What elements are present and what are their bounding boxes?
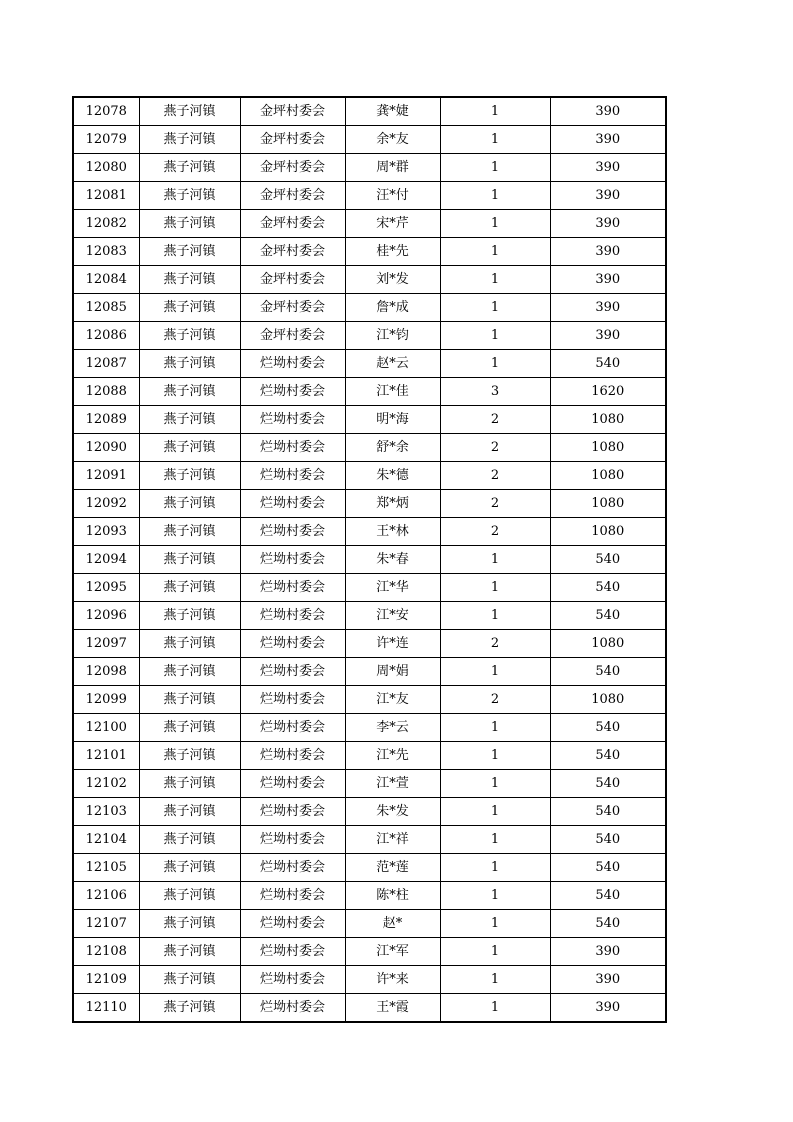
table-row xyxy=(73,434,666,462)
town-cell: 燕子河镇 xyxy=(139,322,240,350)
village-cell: 金坪村委会 xyxy=(240,182,345,210)
town-cell: 燕子河镇 xyxy=(139,490,240,518)
row-number-cell: 12078 xyxy=(73,97,139,126)
table-row xyxy=(73,462,666,490)
household-count-cell: 1 xyxy=(440,742,550,770)
row-number-cell: 12080 xyxy=(73,154,139,182)
household-count-cell: 1 xyxy=(440,294,550,322)
table-row xyxy=(73,994,666,1023)
town-cell: 燕子河镇 xyxy=(139,882,240,910)
name-cell: 江*安 xyxy=(345,602,440,630)
row-number-cell: 12096 xyxy=(73,602,139,630)
table-row xyxy=(73,546,666,574)
table-row xyxy=(73,658,666,686)
town-cell: 燕子河镇 xyxy=(139,574,240,602)
household-count-cell: 1 xyxy=(440,350,550,378)
row-number-cell: 12088 xyxy=(73,378,139,406)
name-cell: 朱*春 xyxy=(345,546,440,574)
village-cell: 烂坳村委会 xyxy=(240,546,345,574)
table-row xyxy=(73,518,666,546)
town-cell: 燕子河镇 xyxy=(139,966,240,994)
village-cell: 烂坳村委会 xyxy=(240,994,345,1023)
village-cell: 烂坳村委会 xyxy=(240,406,345,434)
row-number-cell: 12101 xyxy=(73,742,139,770)
table-row xyxy=(73,602,666,630)
village-cell: 烂坳村委会 xyxy=(240,938,345,966)
household-count-cell: 1 xyxy=(440,154,550,182)
amount-cell: 1080 xyxy=(550,434,666,462)
household-count-cell: 1 xyxy=(440,266,550,294)
amount-cell: 540 xyxy=(550,742,666,770)
name-cell: 江*萱 xyxy=(345,770,440,798)
household-count-cell: 1 xyxy=(440,602,550,630)
name-cell: 龚*婕 xyxy=(345,97,440,126)
village-cell: 烂坳村委会 xyxy=(240,714,345,742)
amount-cell: 1080 xyxy=(550,490,666,518)
town-cell: 燕子河镇 xyxy=(139,910,240,938)
town-cell: 燕子河镇 xyxy=(139,602,240,630)
town-cell: 燕子河镇 xyxy=(139,546,240,574)
household-count-cell: 1 xyxy=(440,238,550,266)
amount-cell: 540 xyxy=(550,910,666,938)
amount-cell: 390 xyxy=(550,266,666,294)
amount-cell: 1080 xyxy=(550,462,666,490)
town-cell: 燕子河镇 xyxy=(139,742,240,770)
household-count-cell: 1 xyxy=(440,658,550,686)
village-cell: 烂坳村委会 xyxy=(240,770,345,798)
household-count-cell: 1 xyxy=(440,966,550,994)
name-cell: 范*莲 xyxy=(345,854,440,882)
village-cell: 烂坳村委会 xyxy=(240,434,345,462)
household-count-cell: 2 xyxy=(440,490,550,518)
household-count-cell: 1 xyxy=(440,714,550,742)
town-cell: 燕子河镇 xyxy=(139,658,240,686)
table-body xyxy=(73,97,666,1022)
row-number-cell: 12095 xyxy=(73,574,139,602)
village-cell: 烂坳村委会 xyxy=(240,462,345,490)
village-cell: 烂坳村委会 xyxy=(240,686,345,714)
name-cell: 周*娟 xyxy=(345,658,440,686)
village-cell: 金坪村委会 xyxy=(240,154,345,182)
name-cell: 詹*成 xyxy=(345,294,440,322)
amount-cell: 390 xyxy=(550,154,666,182)
name-cell: 江*钧 xyxy=(345,322,440,350)
row-number-cell: 12081 xyxy=(73,182,139,210)
village-cell: 金坪村委会 xyxy=(240,210,345,238)
name-cell: 江*友 xyxy=(345,686,440,714)
town-cell: 燕子河镇 xyxy=(139,154,240,182)
table-row xyxy=(73,406,666,434)
amount-cell: 540 xyxy=(550,798,666,826)
amount-cell: 1080 xyxy=(550,686,666,714)
row-number-cell: 12104 xyxy=(73,826,139,854)
amount-cell: 390 xyxy=(550,322,666,350)
amount-cell: 1080 xyxy=(550,406,666,434)
name-cell: 江*华 xyxy=(345,574,440,602)
town-cell: 燕子河镇 xyxy=(139,686,240,714)
name-cell: 宋*芹 xyxy=(345,210,440,238)
household-count-cell: 2 xyxy=(440,434,550,462)
town-cell: 燕子河镇 xyxy=(139,770,240,798)
row-number-cell: 12102 xyxy=(73,770,139,798)
amount-cell: 390 xyxy=(550,126,666,154)
row-number-cell: 12110 xyxy=(73,994,139,1023)
amount-cell: 390 xyxy=(550,966,666,994)
table-row xyxy=(73,97,666,126)
village-cell: 烂坳村委会 xyxy=(240,602,345,630)
name-cell: 许*来 xyxy=(345,966,440,994)
village-cell: 烂坳村委会 xyxy=(240,518,345,546)
household-count-cell: 2 xyxy=(440,462,550,490)
name-cell: 江*佳 xyxy=(345,378,440,406)
row-number-cell: 12082 xyxy=(73,210,139,238)
household-count-cell: 1 xyxy=(440,938,550,966)
town-cell: 燕子河镇 xyxy=(139,434,240,462)
village-cell: 烂坳村委会 xyxy=(240,966,345,994)
table-row xyxy=(73,490,666,518)
town-cell: 燕子河镇 xyxy=(139,462,240,490)
table-row xyxy=(73,938,666,966)
name-cell: 刘*发 xyxy=(345,266,440,294)
town-cell: 燕子河镇 xyxy=(139,97,240,126)
row-number-cell: 12099 xyxy=(73,686,139,714)
amount-cell: 390 xyxy=(550,938,666,966)
village-cell: 金坪村委会 xyxy=(240,266,345,294)
household-count-cell: 1 xyxy=(440,574,550,602)
table-row xyxy=(73,182,666,210)
household-count-cell: 1 xyxy=(440,994,550,1023)
household-count-cell: 1 xyxy=(440,882,550,910)
row-number-cell: 12109 xyxy=(73,966,139,994)
amount-cell: 390 xyxy=(550,97,666,126)
name-cell: 明*海 xyxy=(345,406,440,434)
amount-cell: 540 xyxy=(550,882,666,910)
name-cell: 舒*余 xyxy=(345,434,440,462)
amount-cell: 540 xyxy=(550,826,666,854)
name-cell: 江*祥 xyxy=(345,826,440,854)
household-count-cell: 2 xyxy=(440,630,550,658)
table-row xyxy=(73,322,666,350)
table-row xyxy=(73,770,666,798)
town-cell: 燕子河镇 xyxy=(139,238,240,266)
household-count-cell: 1 xyxy=(440,322,550,350)
village-cell: 烂坳村委会 xyxy=(240,910,345,938)
town-cell: 燕子河镇 xyxy=(139,714,240,742)
village-cell: 烂坳村委会 xyxy=(240,742,345,770)
table-row xyxy=(73,630,666,658)
town-cell: 燕子河镇 xyxy=(139,126,240,154)
table-row xyxy=(73,210,666,238)
amount-cell: 540 xyxy=(550,854,666,882)
amount-cell: 540 xyxy=(550,770,666,798)
village-cell: 烂坳村委会 xyxy=(240,882,345,910)
table-row xyxy=(73,266,666,294)
name-cell: 朱*德 xyxy=(345,462,440,490)
row-number-cell: 12098 xyxy=(73,658,139,686)
village-cell: 金坪村委会 xyxy=(240,238,345,266)
village-cell: 烂坳村委会 xyxy=(240,350,345,378)
name-cell: 周*群 xyxy=(345,154,440,182)
amount-cell: 540 xyxy=(550,602,666,630)
table-row xyxy=(73,966,666,994)
row-number-cell: 12086 xyxy=(73,322,139,350)
table-row xyxy=(73,350,666,378)
table-row xyxy=(73,854,666,882)
town-cell: 燕子河镇 xyxy=(139,826,240,854)
row-number-cell: 12094 xyxy=(73,546,139,574)
row-number-cell: 12085 xyxy=(73,294,139,322)
row-number-cell: 12079 xyxy=(73,126,139,154)
household-count-cell: 2 xyxy=(440,686,550,714)
village-cell: 烂坳村委会 xyxy=(240,490,345,518)
amount-cell: 540 xyxy=(550,714,666,742)
village-cell: 烂坳村委会 xyxy=(240,378,345,406)
name-cell: 李*云 xyxy=(345,714,440,742)
table-row xyxy=(73,742,666,770)
town-cell: 燕子河镇 xyxy=(139,854,240,882)
amount-cell: 540 xyxy=(550,546,666,574)
name-cell: 王*霞 xyxy=(345,994,440,1023)
household-count-cell: 1 xyxy=(440,854,550,882)
row-number-cell: 12091 xyxy=(73,462,139,490)
household-count-cell: 1 xyxy=(440,210,550,238)
row-number-cell: 12093 xyxy=(73,518,139,546)
name-cell: 陈*柱 xyxy=(345,882,440,910)
household-count-cell: 2 xyxy=(440,518,550,546)
name-cell: 许*连 xyxy=(345,630,440,658)
household-count-cell: 1 xyxy=(440,126,550,154)
town-cell: 燕子河镇 xyxy=(139,294,240,322)
table-row xyxy=(73,714,666,742)
table-row xyxy=(73,826,666,854)
amount-cell: 1080 xyxy=(550,630,666,658)
row-number-cell: 12087 xyxy=(73,350,139,378)
table-row xyxy=(73,574,666,602)
village-cell: 烂坳村委会 xyxy=(240,658,345,686)
household-count-cell: 3 xyxy=(440,378,550,406)
name-cell: 朱*发 xyxy=(345,798,440,826)
table-row xyxy=(73,126,666,154)
table-row xyxy=(73,294,666,322)
beneficiary-table xyxy=(72,96,667,1023)
town-cell: 燕子河镇 xyxy=(139,798,240,826)
household-count-cell: 1 xyxy=(440,182,550,210)
table-row xyxy=(73,686,666,714)
name-cell: 赵* xyxy=(345,910,440,938)
amount-cell: 540 xyxy=(550,658,666,686)
town-cell: 燕子河镇 xyxy=(139,350,240,378)
amount-cell: 390 xyxy=(550,294,666,322)
row-number-cell: 12092 xyxy=(73,490,139,518)
village-cell: 烂坳村委会 xyxy=(240,854,345,882)
row-number-cell: 12105 xyxy=(73,854,139,882)
row-number-cell: 12107 xyxy=(73,910,139,938)
name-cell: 余*友 xyxy=(345,126,440,154)
amount-cell: 1080 xyxy=(550,518,666,546)
row-number-cell: 12097 xyxy=(73,630,139,658)
amount-cell: 390 xyxy=(550,182,666,210)
household-count-cell: 2 xyxy=(440,406,550,434)
town-cell: 燕子河镇 xyxy=(139,378,240,406)
village-cell: 烂坳村委会 xyxy=(240,798,345,826)
village-cell: 金坪村委会 xyxy=(240,294,345,322)
amount-cell: 390 xyxy=(550,994,666,1023)
row-number-cell: 12108 xyxy=(73,938,139,966)
village-cell: 烂坳村委会 xyxy=(240,574,345,602)
village-cell: 烂坳村委会 xyxy=(240,826,345,854)
name-cell: 汪*付 xyxy=(345,182,440,210)
amount-cell: 1620 xyxy=(550,378,666,406)
name-cell: 江*先 xyxy=(345,742,440,770)
town-cell: 燕子河镇 xyxy=(139,182,240,210)
village-cell: 金坪村委会 xyxy=(240,97,345,126)
town-cell: 燕子河镇 xyxy=(139,210,240,238)
table-row xyxy=(73,238,666,266)
town-cell: 燕子河镇 xyxy=(139,406,240,434)
household-count-cell: 1 xyxy=(440,97,550,126)
name-cell: 江*军 xyxy=(345,938,440,966)
household-count-cell: 1 xyxy=(440,546,550,574)
town-cell: 燕子河镇 xyxy=(139,518,240,546)
amount-cell: 540 xyxy=(550,350,666,378)
row-number-cell: 12100 xyxy=(73,714,139,742)
row-number-cell: 12084 xyxy=(73,266,139,294)
household-count-cell: 1 xyxy=(440,910,550,938)
table-row xyxy=(73,798,666,826)
name-cell: 郑*炳 xyxy=(345,490,440,518)
town-cell: 燕子河镇 xyxy=(139,938,240,966)
row-number-cell: 12106 xyxy=(73,882,139,910)
village-cell: 金坪村委会 xyxy=(240,126,345,154)
household-count-cell: 1 xyxy=(440,826,550,854)
village-cell: 金坪村委会 xyxy=(240,322,345,350)
name-cell: 赵*云 xyxy=(345,350,440,378)
table-row xyxy=(73,378,666,406)
table-row xyxy=(73,154,666,182)
town-cell: 燕子河镇 xyxy=(139,994,240,1023)
village-cell: 烂坳村委会 xyxy=(240,630,345,658)
town-cell: 燕子河镇 xyxy=(139,266,240,294)
household-count-cell: 1 xyxy=(440,798,550,826)
table-row xyxy=(73,882,666,910)
name-cell: 王*林 xyxy=(345,518,440,546)
amount-cell: 390 xyxy=(550,210,666,238)
town-cell: 燕子河镇 xyxy=(139,630,240,658)
row-number-cell: 12090 xyxy=(73,434,139,462)
table-row xyxy=(73,910,666,938)
household-count-cell: 1 xyxy=(440,770,550,798)
row-number-cell: 12089 xyxy=(73,406,139,434)
row-number-cell: 12103 xyxy=(73,798,139,826)
amount-cell: 540 xyxy=(550,574,666,602)
row-number-cell: 12083 xyxy=(73,238,139,266)
amount-cell: 390 xyxy=(550,238,666,266)
name-cell: 桂*先 xyxy=(345,238,440,266)
